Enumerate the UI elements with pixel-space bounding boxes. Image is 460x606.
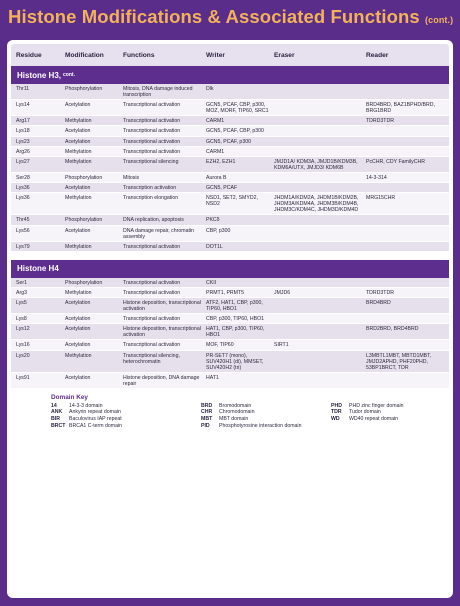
cell-modification: Methylation: [65, 158, 92, 165]
cell-modification: Acetylation: [65, 227, 91, 234]
table-row: [11, 340, 449, 350]
cell-residue: Lys12: [16, 326, 30, 333]
cell-modification: Phosphorylation: [65, 174, 103, 181]
domain-key-abbr: MBT: [201, 416, 213, 423]
cell-reader: [364, 137, 449, 146]
table-row: [11, 242, 449, 252]
column-header-writer: Writer: [206, 52, 225, 59]
cell-writer: PKCδ: [206, 217, 220, 224]
cell-residue: Thr45: [16, 217, 30, 224]
domain-key-column: [51, 403, 191, 430]
cell-eraser: [272, 373, 364, 388]
cell-writer: Aurora B: [206, 174, 227, 181]
cell-writer: CARM1: [206, 118, 225, 125]
domain-key-item: [51, 409, 191, 416]
table-row: [11, 373, 449, 389]
cell-functions: Transcriptional activation: [123, 243, 181, 250]
cell-writer: ATF2, HAT1, CBP, p300, TIP60, HBO1: [206, 299, 263, 313]
table-row: [11, 116, 449, 126]
table-row: [11, 183, 449, 193]
section-title: Histone H4: [17, 264, 59, 274]
cell-writer: CARM1: [206, 148, 225, 155]
cell-reader: [364, 226, 449, 241]
cell-reader: MRG15CHR: [366, 195, 396, 202]
table-row: [11, 157, 449, 173]
domain-key-desc: BRCA1 C-term domain: [69, 422, 123, 429]
table-row: [11, 351, 449, 373]
domain-key-desc: Chromodomain: [219, 409, 255, 416]
cell-eraser: [272, 84, 364, 99]
cell-functions: Histone deposition, transcriptional activation: [123, 326, 201, 339]
cell-modification: Methylation: [65, 195, 92, 202]
cell-functions: Mitosis, DNA damage induced transcription: [123, 86, 193, 99]
cell-writer: DOT1L: [206, 243, 223, 250]
domain-key-abbr: CHR: [201, 409, 213, 416]
cell-eraser: [272, 126, 364, 135]
cell-writer: CBP, p300, TIP60, HBO1: [206, 316, 265, 323]
column-header-modification: Modification: [65, 52, 104, 59]
cell-functions: Transcriptional activation: [123, 118, 181, 125]
cell-residue: Arg3: [16, 289, 27, 296]
cell-reader: [364, 215, 449, 224]
cell-reader: [364, 314, 449, 323]
column-header-row: [11, 44, 449, 66]
cell-functions: Transcriptional activation: [123, 128, 181, 135]
cell-eraser: [272, 147, 364, 156]
cell-modification: Methylation: [65, 118, 92, 125]
cell-modification: Acetylation: [65, 102, 91, 109]
cell-writer: GCN5, PCAF, CBP, p300, MOZ, MORF, TIP60, SRC1: [206, 102, 269, 115]
cell-writer: Dlk: [206, 86, 214, 92]
table-row: [11, 226, 449, 242]
cell-modification: Acetylation: [65, 299, 91, 306]
cell-writer: CKII: [206, 279, 217, 286]
domain-key-desc: MBT domain: [219, 416, 249, 423]
cell-reader: [364, 242, 449, 251]
cell-writer: GCN5, PCAF: [206, 185, 238, 192]
column-header-eraser: Eraser: [274, 52, 295, 59]
cell-modification: Acetylation: [65, 374, 91, 381]
title-suffix: (cont.): [425, 15, 454, 25]
cell-residue: Lys36: [16, 195, 30, 202]
cell-reader: [364, 183, 449, 192]
cell-writer: GCN5, PCAF, CBP, p300: [206, 128, 264, 135]
domain-key-abbr: BIR: [51, 416, 60, 423]
table-row: [11, 147, 449, 157]
cell-functions: Transcription activation: [123, 185, 177, 192]
cell-reader: BRD4BRD, BAZ1BPHD/BRD, BRG1BRD: [366, 102, 435, 115]
cell-functions: Transcriptional activation: [123, 279, 181, 286]
cell-reader: L3MBTL1MBT, MBTD1MBT, JMJD2APHD, PHF20PHD, 53BP1BRCT, TDR: [366, 352, 432, 371]
cell-eraser: [272, 215, 364, 224]
domain-key-item: [331, 416, 404, 423]
table-row: [11, 137, 449, 147]
section-gap: [11, 252, 449, 260]
cell-reader: [364, 373, 449, 388]
cell-functions: Transcriptional activation: [123, 316, 181, 323]
cell-reader: [364, 126, 449, 135]
domain-key-item: [201, 403, 321, 410]
cell-residue: Ser28: [16, 174, 30, 181]
cell-residue: Lys91: [16, 374, 30, 381]
table-row: [11, 314, 449, 324]
cell-writer: PRMT1, PRMT5: [206, 289, 245, 296]
domain-key-abbr: PHD: [331, 402, 342, 409]
domain-key-abbr: ANK: [51, 409, 63, 416]
domain-key-abbr: TDR: [331, 409, 342, 416]
cell-eraser: [272, 183, 364, 192]
cell-modification: Methylation: [65, 148, 92, 155]
cell-residue: Ser1: [16, 279, 27, 286]
cell-modification: Acetylation: [65, 342, 91, 349]
cell-modification: Methylation: [65, 243, 92, 250]
column-header-reader: Reader: [366, 52, 389, 59]
cell-functions: Transcriptional activation: [123, 148, 181, 155]
cell-eraser: JHDM1A/KDM2A, JHDM1B/KDM2B, JHDM3A/KDM4A, JHDM3B/KDM4B, JHDM3C/KDM4C, JHDM3D/KDM4D: [274, 195, 359, 214]
cell-residue: Lys8: [16, 316, 27, 323]
cell-eraser: JMJD1A/ KDM3A, JMJD1B/KDM3B, KDM6A/UTX, JMJD3/ KDM6B: [274, 158, 358, 171]
cell-reader: BRD4BRD: [366, 299, 391, 306]
table-row: [11, 193, 449, 215]
cell-residue: Lys23: [16, 138, 30, 145]
cell-reader: [364, 340, 449, 349]
table-row: [11, 324, 449, 340]
column-header-functions: Functions: [123, 52, 155, 59]
domain-key-desc: PHD zinc finger domain: [349, 402, 404, 409]
domain-key-columns: [51, 403, 449, 430]
table-row: [11, 288, 449, 298]
cell-functions: Transcriptional activation: [123, 102, 181, 109]
cell-modification: Methylation: [65, 352, 92, 359]
cell-functions: DNA replication, apoptosis: [123, 217, 184, 224]
domain-key-abbr: PID: [201, 422, 210, 429]
domain-key-item: [201, 416, 321, 423]
domain-key-abbr: WD: [331, 416, 340, 423]
domain-key-desc: Tudor domain: [349, 409, 381, 416]
cell-reader: [364, 278, 449, 287]
domain-key-desc: Phosphotyrosine interaction domain: [219, 422, 302, 429]
domain-key-desc: Ankyrin repeat domain: [69, 409, 121, 416]
table-row: [11, 278, 449, 288]
cell-eraser: [272, 116, 364, 125]
cell-residue: Lys56: [16, 227, 30, 234]
cell-eraser: [272, 278, 364, 287]
section-header: [11, 260, 449, 278]
page-title: [0, 0, 460, 38]
cell-eraser: [272, 324, 364, 339]
cell-residue: Lys27: [16, 158, 30, 165]
domain-key: [11, 389, 449, 430]
cell-eraser: JMJD6: [274, 289, 291, 296]
cell-eraser: [272, 137, 364, 146]
cell-residue: Lys36: [16, 185, 30, 192]
cell-reader: TDRD3TDR: [366, 289, 394, 296]
table-row: [11, 100, 449, 116]
cell-writer: GCN5, PCAF, p300: [206, 138, 251, 145]
domain-key-desc: Bromodomain: [219, 402, 252, 409]
cell-residue: Arg17: [16, 118, 30, 125]
cell-writer: HAT1: [206, 374, 219, 381]
cell-modification: Acetylation: [65, 316, 91, 323]
cell-residue: Arg26: [16, 148, 30, 155]
table-row: [11, 215, 449, 225]
cell-reader: PcCHR, CDY FamilyCHR: [366, 158, 425, 165]
cell-reader: 14-3-314: [366, 174, 387, 181]
cell-writer: NSD1, SET2, SMYD2, NSD2: [206, 195, 258, 208]
cell-modification: Acetylation: [65, 138, 91, 145]
cell-functions: Transcriptional silencing: [123, 158, 179, 165]
cell-modification: Phosphorylation: [65, 86, 103, 92]
cell-writer: MOF, TIP60: [206, 342, 234, 349]
cell-eraser: [272, 314, 364, 323]
cell-functions: Histone deposition, DNA damage repair: [123, 374, 200, 387]
cell-functions: Transcription elongation: [123, 195, 179, 202]
cell-modification: Methylation: [65, 289, 92, 296]
domain-key-desc: WD40 repeat domain: [349, 416, 399, 423]
cell-functions: Transcriptional activation: [123, 138, 181, 145]
cell-eraser: [272, 242, 364, 251]
cell-modification: Phosphorylation: [65, 217, 103, 224]
table-body: [11, 66, 449, 389]
domain-key-column: [201, 403, 321, 430]
cell-residue: Lys79: [16, 243, 30, 250]
domain-key-item: [331, 409, 404, 416]
domain-key-column: [331, 403, 404, 430]
section-title: Histone H3,: [17, 70, 62, 80]
domain-key-title: Domain Key: [51, 394, 88, 401]
cell-residue: Lys18: [16, 128, 30, 135]
column-header-residue: Residue: [16, 52, 42, 59]
domain-key-item: [51, 416, 191, 423]
cell-eraser: [272, 351, 364, 372]
cell-eraser: [272, 298, 364, 313]
cell-eraser: [272, 100, 364, 115]
domain-key-abbr: BRD: [201, 402, 213, 409]
domain-key-item: [201, 423, 321, 430]
cell-eraser: SIRT1: [274, 342, 289, 349]
table-row: [11, 298, 449, 314]
cell-writer: PR-SET7 (mono), SUV420H1 (di), MMSET, SUV420H2 (tri): [206, 352, 264, 371]
cell-eraser: [272, 226, 364, 241]
domain-key-abbr: BRCT: [51, 422, 66, 429]
cell-functions: Transcriptional silencing, heterochromatin: [123, 352, 180, 365]
cell-reader: [364, 147, 449, 156]
cell-residue: Lys20: [16, 352, 30, 359]
cell-modification: Phosphorylation: [65, 279, 103, 286]
table-panel: [7, 40, 453, 598]
domain-key-item: [201, 409, 321, 416]
cell-functions: Transcriptional activation: [123, 342, 181, 349]
cell-writer: CBP, p300: [206, 227, 231, 234]
domain-key-desc: 14-3-3 domain: [69, 402, 103, 409]
cell-residue: Thr11: [16, 86, 30, 92]
cell-residue: Lys5: [16, 299, 27, 306]
cell-residue: Lys14: [16, 102, 30, 109]
domain-key-item: [51, 403, 191, 410]
cell-functions: Histone deposition, transcriptional activation: [123, 299, 201, 313]
table-row: [11, 84, 449, 100]
cell-functions: Transcriptional activation: [123, 289, 181, 296]
cell-writer: HAT1, CBP, p300, TIP60, HBO1: [206, 326, 265, 339]
section-title-suffix: cont.: [63, 72, 75, 78]
cell-reader: TDRD3TDR: [366, 118, 394, 125]
cell-modification: Acetylation: [65, 326, 91, 333]
cell-writer: EZH2, EZH1: [206, 158, 236, 165]
table-row: [11, 126, 449, 136]
domain-key-item: [331, 403, 404, 410]
cell-modification: Acetylation: [65, 128, 91, 135]
domain-key-abbr: 14: [51, 402, 57, 409]
domain-key-item: [51, 423, 191, 430]
section-header: [11, 66, 449, 84]
cell-residue: Lys16: [16, 342, 30, 349]
cell-reader: [364, 84, 449, 99]
cell-modification: Acetylation: [65, 185, 91, 192]
title-text: Histone Modifications & Associated Functions: [8, 6, 420, 27]
cell-eraser: [272, 173, 364, 182]
cell-functions: DNA damage repair, chromatin assembly: [123, 227, 194, 240]
table-row: [11, 173, 449, 183]
cell-functions: Mitosis: [123, 174, 140, 181]
cell-reader: BRD2BRD, BRD4BRD: [366, 326, 419, 333]
domain-key-desc: Baculovirus IAP repeat: [69, 416, 122, 423]
